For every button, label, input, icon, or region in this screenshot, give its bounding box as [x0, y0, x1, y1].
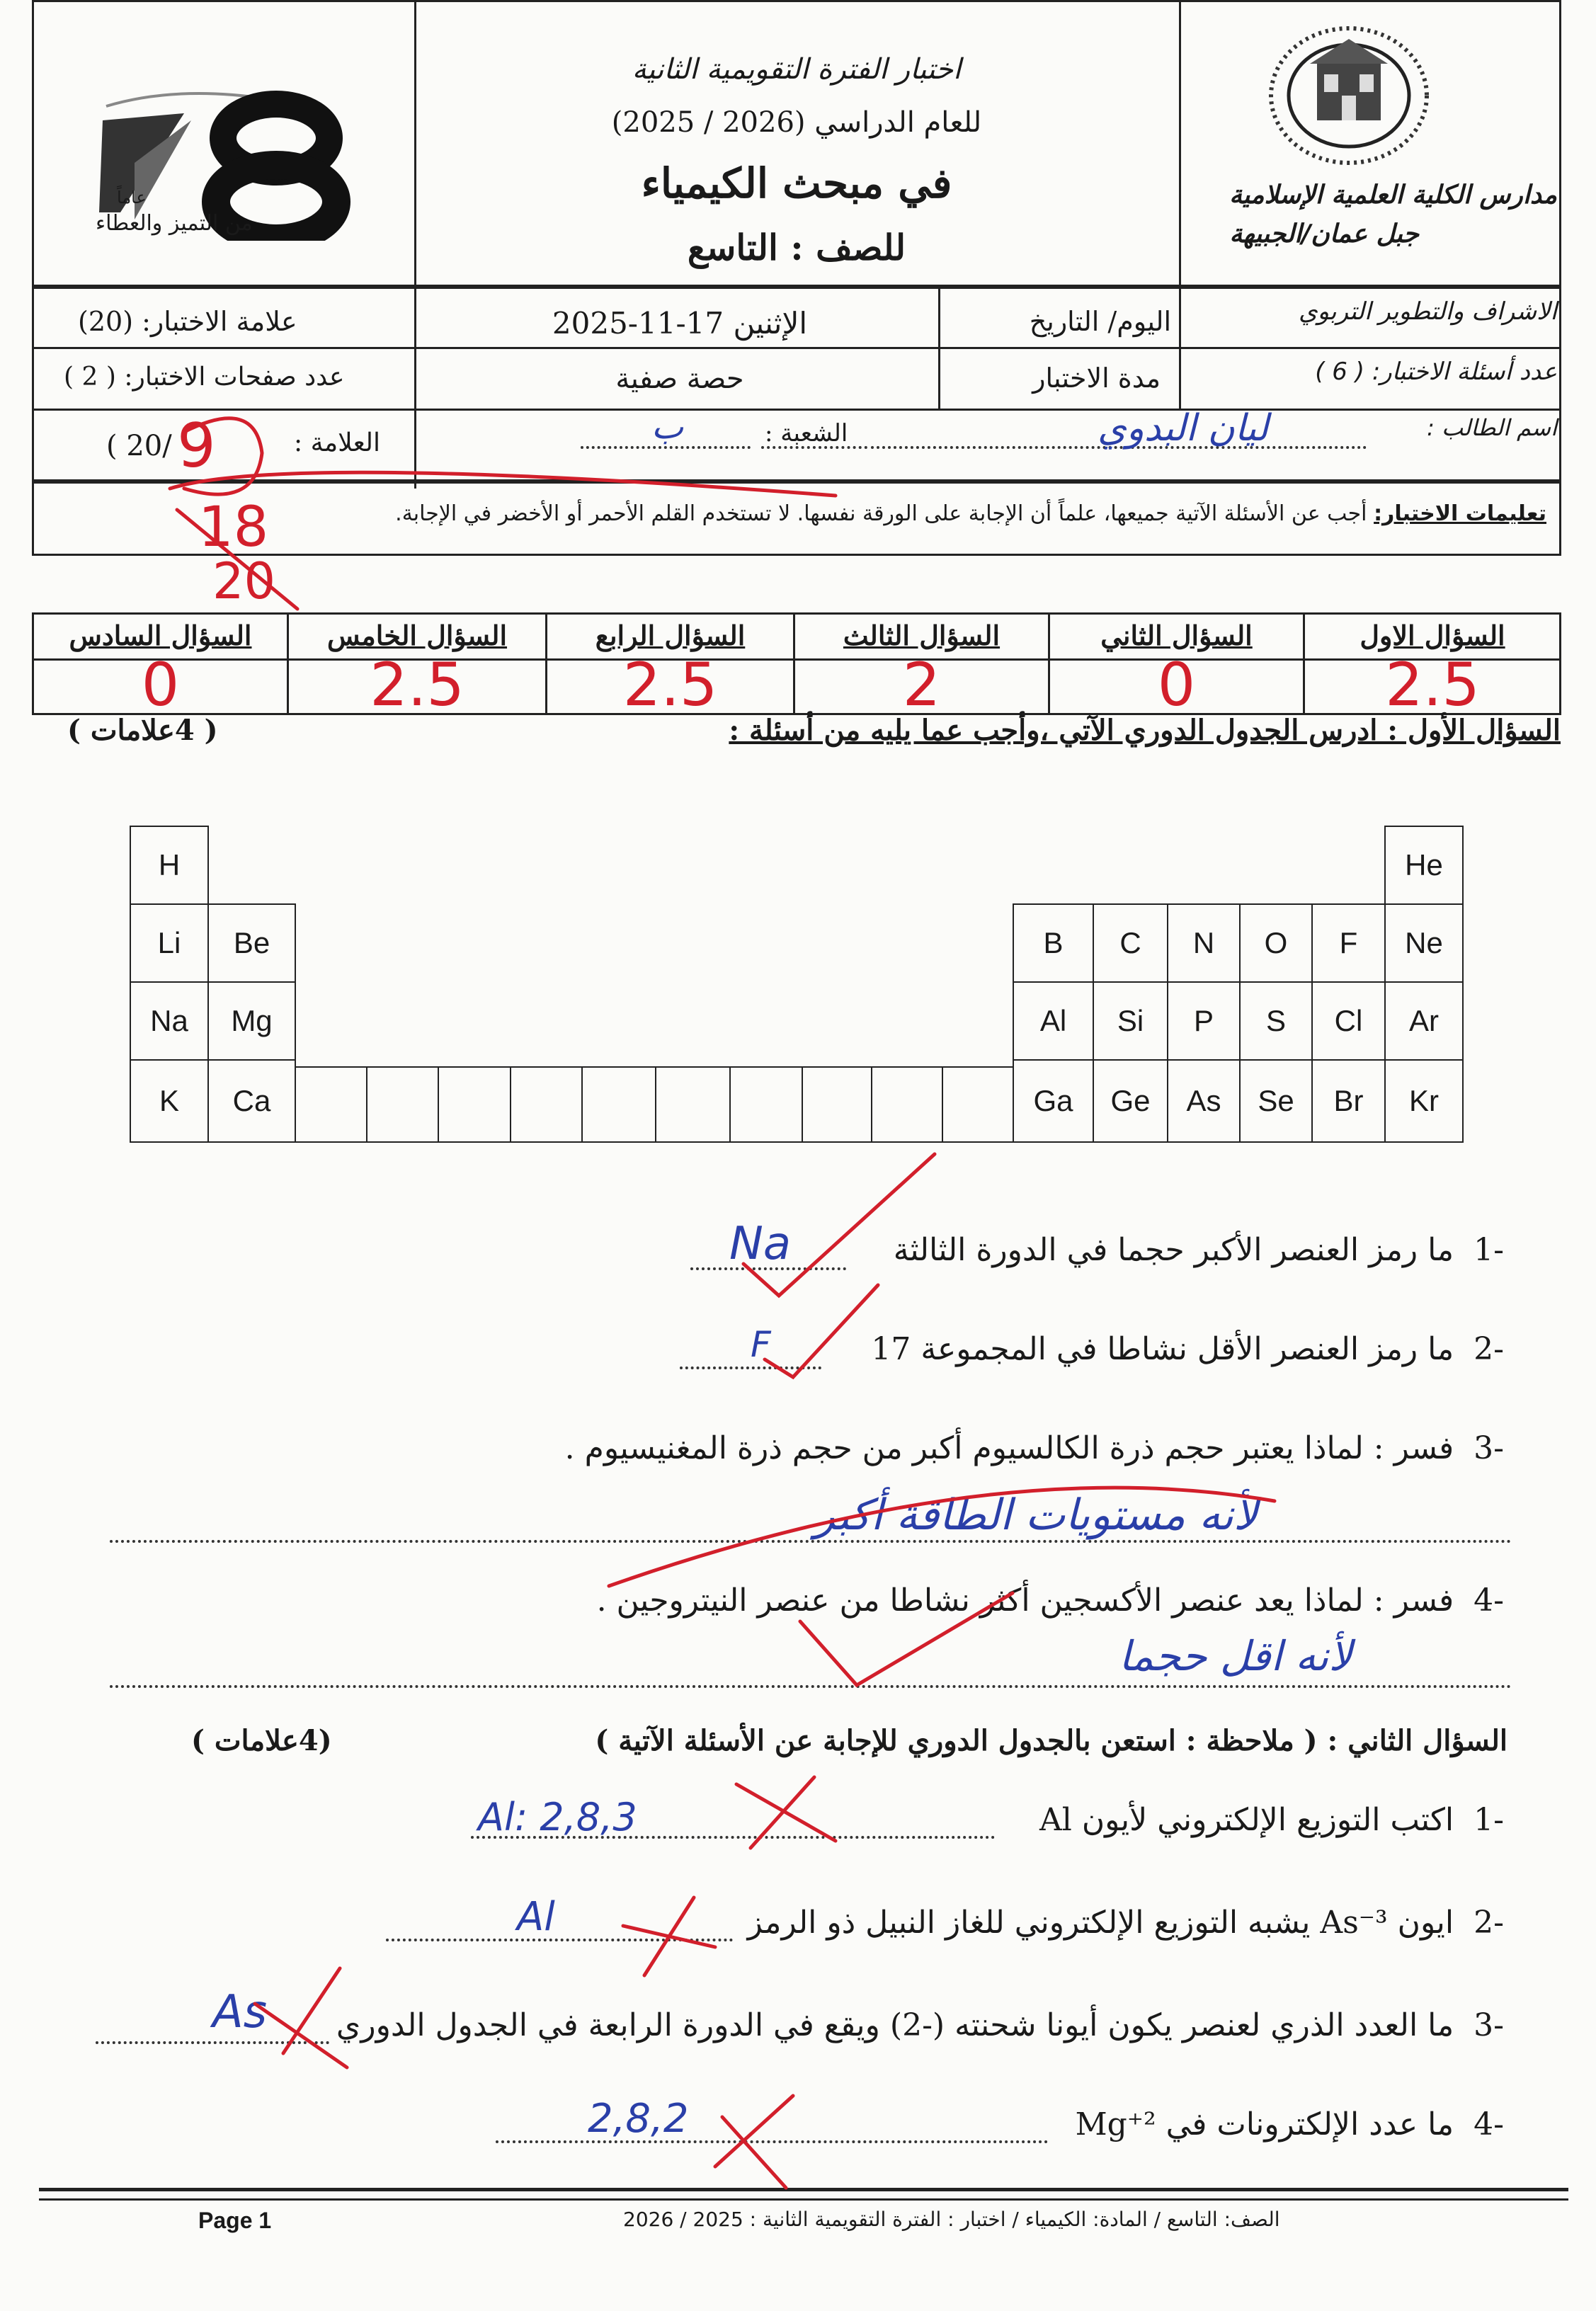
q2-item-2-text: ايون As⁻³ يشبه التوزيع الإلكتروني للغاز النبيل ذو الرمز	[747, 1905, 1454, 1941]
element-cell: Br	[1311, 1059, 1386, 1143]
section-label: الشعبة :	[765, 419, 848, 447]
duration-value: حصة صفية	[615, 363, 744, 395]
element-cell: Be	[207, 903, 296, 983]
score-value-q6: 0	[141, 650, 180, 719]
transition-cell	[655, 1066, 731, 1143]
q1-item-1	[894, 1232, 1504, 1268]
instructions-text: أجب عن الأسئلة الآتية جميعها، علماً أن الإجابة على الورقة نفسها. لا تستخدم القلم الأحمر أو الأخضر في الإجابة.	[395, 501, 1367, 526]
element-cell: H	[130, 826, 209, 905]
q1-item-3-text: فسر : لماذا يعتبر حجم ذرة الكالسيوم أكبر من حجم ذرة المغنيسيوم .	[564, 1430, 1454, 1466]
score-header-q5: السؤال الخامس	[326, 620, 508, 651]
mark-correction-20: 20	[212, 552, 276, 610]
q2-item-4-answer[interactable]: 2,8,2	[588, 2096, 689, 2142]
footer-page: Page 1	[198, 2208, 272, 2233]
transition-cell	[802, 1066, 872, 1143]
score-header-q6: السؤال السادس	[69, 620, 252, 651]
element-cell: Kr	[1384, 1059, 1464, 1143]
element-cell: Cl	[1311, 981, 1386, 1061]
element-cell: N	[1167, 903, 1241, 983]
grade-title: للصف : التاسع	[687, 227, 906, 268]
element-cell: Al	[1013, 981, 1094, 1061]
exam-title: اختبار الفترة التقويمية الثانية	[632, 53, 962, 86]
q2-item-1-num: -1	[1474, 1802, 1504, 1838]
element-cell: As	[1167, 1059, 1241, 1143]
mark-label: العلامة :	[294, 428, 380, 457]
element-cell: Ar	[1384, 981, 1464, 1061]
logo-years: عاماً	[117, 188, 147, 207]
q1-item-4-text: فسر : لماذا يعد عنصر الأكسجين أكثر نشاطا من عنصر النيتروجين .	[596, 1582, 1454, 1619]
q2-item-3-text: ما العدد الذري لعنصر يكون أيونا شحنته (-2) ويقع في الدورة الرابعة في الجدول الدوري	[336, 2007, 1454, 2043]
student-name-label: اسم الطالب :	[1427, 414, 1557, 441]
score-value-q4: 2.5	[622, 650, 718, 719]
score-value-q3: 2	[902, 650, 941, 719]
q1-item-1-text: ما رمز العنصر الأكبر حجما في الدورة الثالثة	[893, 1232, 1454, 1268]
score-header-q4: السؤال الرابع	[595, 620, 746, 651]
q2-item-2-num: -2	[1474, 1905, 1504, 1941]
mark-handwritten: 9	[177, 411, 216, 481]
element-cell: P	[1167, 981, 1241, 1061]
academic-year: للعام الدراسي (2026 / 2025)	[611, 106, 982, 139]
q2-item-4-num: -4	[1474, 2106, 1504, 2142]
q2-item-1-text: اكتب التوزيع الإلكتروني لأيون Al	[1039, 1802, 1454, 1838]
q1-item-3-num: -3	[1474, 1430, 1504, 1466]
q1-item-2	[871, 1331, 1504, 1367]
transition-cell	[366, 1066, 439, 1143]
element-cell: Li	[130, 903, 209, 983]
transition-cell	[581, 1066, 656, 1143]
element-cell: O	[1239, 903, 1313, 983]
q1-item-2-answer[interactable]: F	[751, 1324, 771, 1365]
element-cell: Ga	[1013, 1059, 1094, 1143]
supervision-label: الاشراف والتطوير التربوي	[1298, 297, 1557, 326]
element-cell: Si	[1093, 981, 1168, 1061]
element-cell: He	[1384, 826, 1464, 905]
element-cell: Mg	[207, 981, 296, 1061]
element-cell: S	[1239, 981, 1313, 1061]
student-name-value: ليان البدوي	[1098, 407, 1269, 450]
score-value-q5: 2.5	[370, 650, 464, 719]
q2-item-2-answer[interactable]: Al	[517, 1894, 555, 1940]
score-value-q2: 0	[1157, 650, 1196, 719]
q1-marks: ( 4علامات )	[67, 714, 218, 747]
q1-title: السؤال الأول : ادرس الجدول الدوري الآتي ،وأجب عما يليه من أسئلة :	[729, 714, 1561, 747]
day-date-label: اليوم/ التاريخ	[1029, 306, 1171, 337]
element-cell: F	[1311, 903, 1386, 983]
q2-item-4	[1076, 2106, 1504, 2142]
school-emblem	[1253, 18, 1444, 166]
q1-item-2-num: -2	[1474, 1331, 1504, 1367]
q2-item-1-answer[interactable]: Al: 2,8,3	[478, 1795, 637, 1839]
instructions-label: تعليمات الاختبار:	[1374, 501, 1546, 526]
element-cell: Ca	[207, 1059, 296, 1143]
q1-item-3	[565, 1430, 1504, 1466]
transition-cell	[438, 1066, 511, 1143]
element-cell: B	[1013, 903, 1094, 983]
score-value-q1: 2.5	[1385, 650, 1480, 719]
pages-count: عدد صفحات الاختبار: ( 2 )	[64, 363, 345, 392]
q2-item-3-num: -3	[1474, 2007, 1504, 2043]
element-cell: Ne	[1384, 903, 1464, 983]
day-date-value: الإثنين 17-11-2025	[552, 306, 808, 341]
q2-item-3	[336, 2007, 1504, 2043]
transition-cell	[871, 1066, 943, 1143]
q2-item-4-text: ما عدد الإلكترونات في Mg⁺²	[1075, 2106, 1454, 2142]
questions-count: عدد أسئلة الاختبار: ( 6 )	[1315, 358, 1557, 386]
check-mark-icon	[765, 1285, 878, 1377]
score-header-q3: السؤال الثالث	[843, 620, 1001, 651]
q2-item-3-answer[interactable]: As	[212, 1986, 268, 2038]
q1-item-1-answer[interactable]: Na	[729, 1218, 792, 1270]
logo-subtitle: من التميز والعطاء	[96, 211, 253, 236]
transition-cell	[942, 1066, 1014, 1143]
school-location: جبل عمان/الجبيهة	[1229, 219, 1419, 249]
element-cell: Na	[130, 981, 209, 1061]
duration-label: مدة الاختبار	[1032, 363, 1161, 394]
q2-marks: (4علامات )	[191, 1724, 332, 1757]
q2-item-1	[1039, 1802, 1504, 1838]
q1-item-4	[597, 1582, 1504, 1619]
cross-mark-icon	[255, 1968, 347, 2067]
element-cell: Se	[1239, 1059, 1313, 1143]
mark-correction-18: 18	[198, 496, 269, 559]
q1-item-3-answer[interactable]: لأنه مستويات الطاقة أكبر	[814, 1490, 1258, 1540]
mark-value: ( 20/	[106, 430, 172, 462]
score-header-q2: السؤال الثاني	[1100, 620, 1253, 651]
element-cell: Ge	[1093, 1059, 1168, 1143]
instructions	[395, 501, 1546, 526]
exam-mark: علامة الاختبار: (20)	[78, 306, 297, 337]
element-cell: C	[1093, 903, 1168, 983]
transition-cell	[729, 1066, 803, 1143]
transition-cell	[295, 1066, 367, 1143]
q1-item-4-answer[interactable]: لأنه اقل حجما	[1119, 1632, 1352, 1680]
cross-mark-icon	[623, 1898, 715, 1975]
score-header-q1: السؤال الاول	[1360, 620, 1505, 651]
element-cell: K	[130, 1059, 209, 1143]
q1-item-1-num: -1	[1474, 1232, 1504, 1268]
transition-cell	[510, 1066, 583, 1143]
school-name: مدارس الكلية العلمية الإسلامية	[1229, 181, 1557, 210]
q2-title: السؤال الثاني : ( ملاحظة : استعن بالجدول الدوري للإجابة عن الأسئلة الآتية )	[595, 1724, 1507, 1757]
q1-item-4-num: -4	[1474, 1582, 1504, 1619]
q2-item-2	[748, 1905, 1504, 1941]
footer-info: الصف: التاسع / المادة: الكيمياء / اختبار : الفترة التقويمية الثانية : 2025 / 2026	[623, 2208, 1280, 2231]
q1-item-2-text: ما رمز العنصر الأقل نشاطا في المجموعة 17	[871, 1331, 1454, 1367]
subject-title: في مبحث الكيمياء	[641, 159, 952, 207]
section-value: ب	[651, 407, 684, 447]
